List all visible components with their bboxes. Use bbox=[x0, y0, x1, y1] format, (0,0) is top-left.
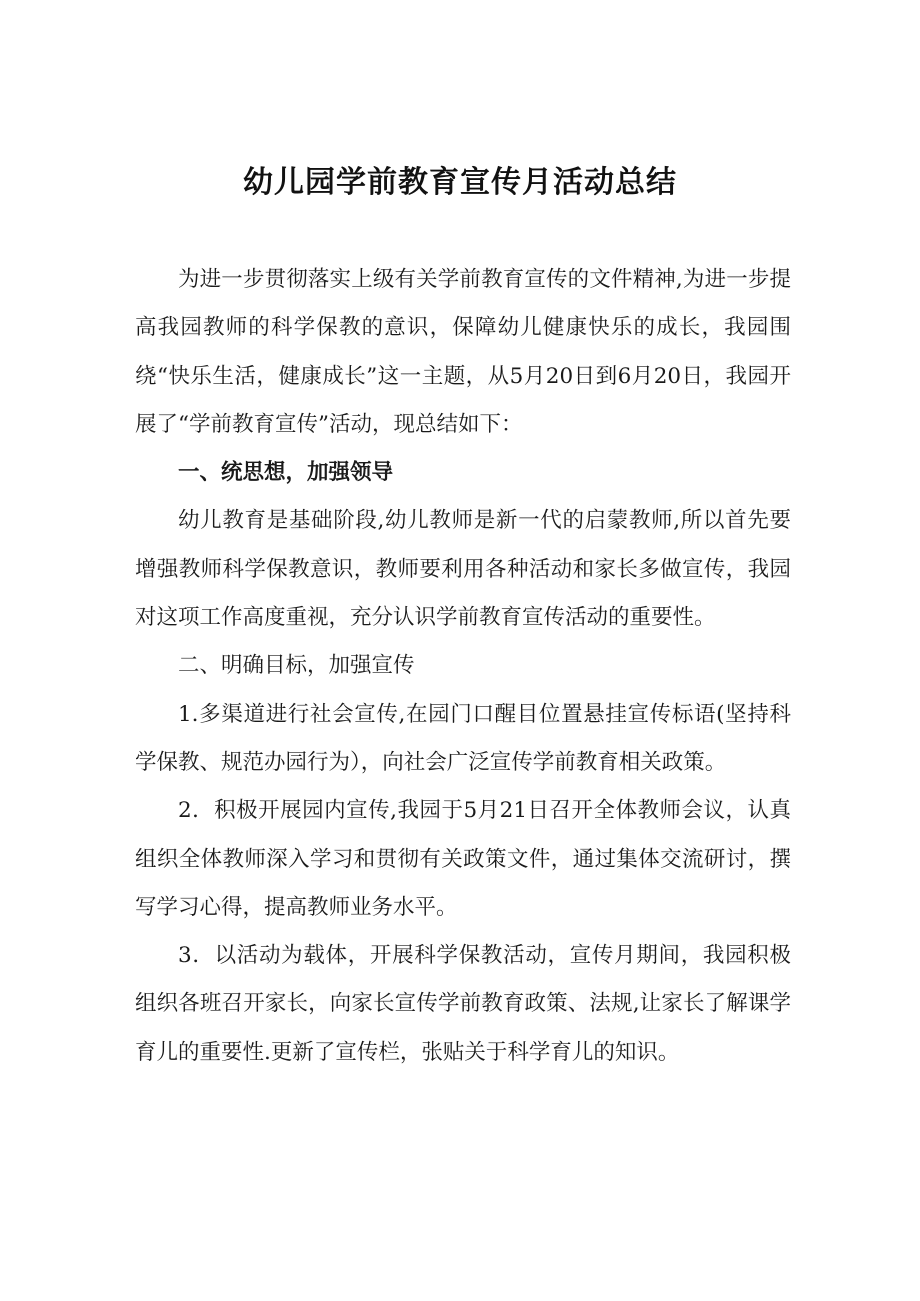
section-1-heading: 一、统思想，加强领导 bbox=[178, 460, 394, 486]
section-1-paragraph: 幼儿教育是基础阶段,幼儿教师是新一代的启蒙教师,所以首先要增强教师科学保教意识，教师要利用各种活动和家长多做宣传，我园对这项工作高度重视，充分认识学前教育宣传活动的重要性。 bbox=[135, 508, 791, 631]
document-title: 幼儿园学前教育宣传月活动总结 bbox=[243, 165, 677, 200]
section-2-heading: 二、明确目标，加强宣传 bbox=[178, 653, 415, 679]
section-2-item-1: 1.多渠道进行社会宣传,在园门口醒目位置悬挂宣传标语(坚持科学保教、规范办园行为），向社会广泛宣传学前教育相关政策。 bbox=[135, 701, 791, 775]
section-2-item-3: 3．以活动为载体，开展科学保教活动，宣传月期间，我园积极组织各班召开家长，向家长宣传学前教育政策、法规,让家长了解课学育儿的重要性.更新了宣传栏，张贴关于科学育儿的知识。 bbox=[135, 943, 791, 1065]
document-body bbox=[135, 256, 791, 1077]
section-2-item-2: 2．积极开展园内宣传,我园于5月21日召开全体教师会议，认真组织全体教师深入学习和贯彻有关政策文件，通过集体交流研讨，撰写学习心得，提高教师业务水平。 bbox=[135, 798, 791, 920]
intro-paragraph: 为进一步贯彻落实上级有关学前教育宣传的文件精神,为进一步提高我园教师的科学保教的意识，保障幼儿健康快乐的成长，我园围绕“快乐生活，健康成长”这一主题，从5月20日到6月20日，我园开展了“学前教育宣传”活动，现总结如下： bbox=[135, 267, 791, 437]
